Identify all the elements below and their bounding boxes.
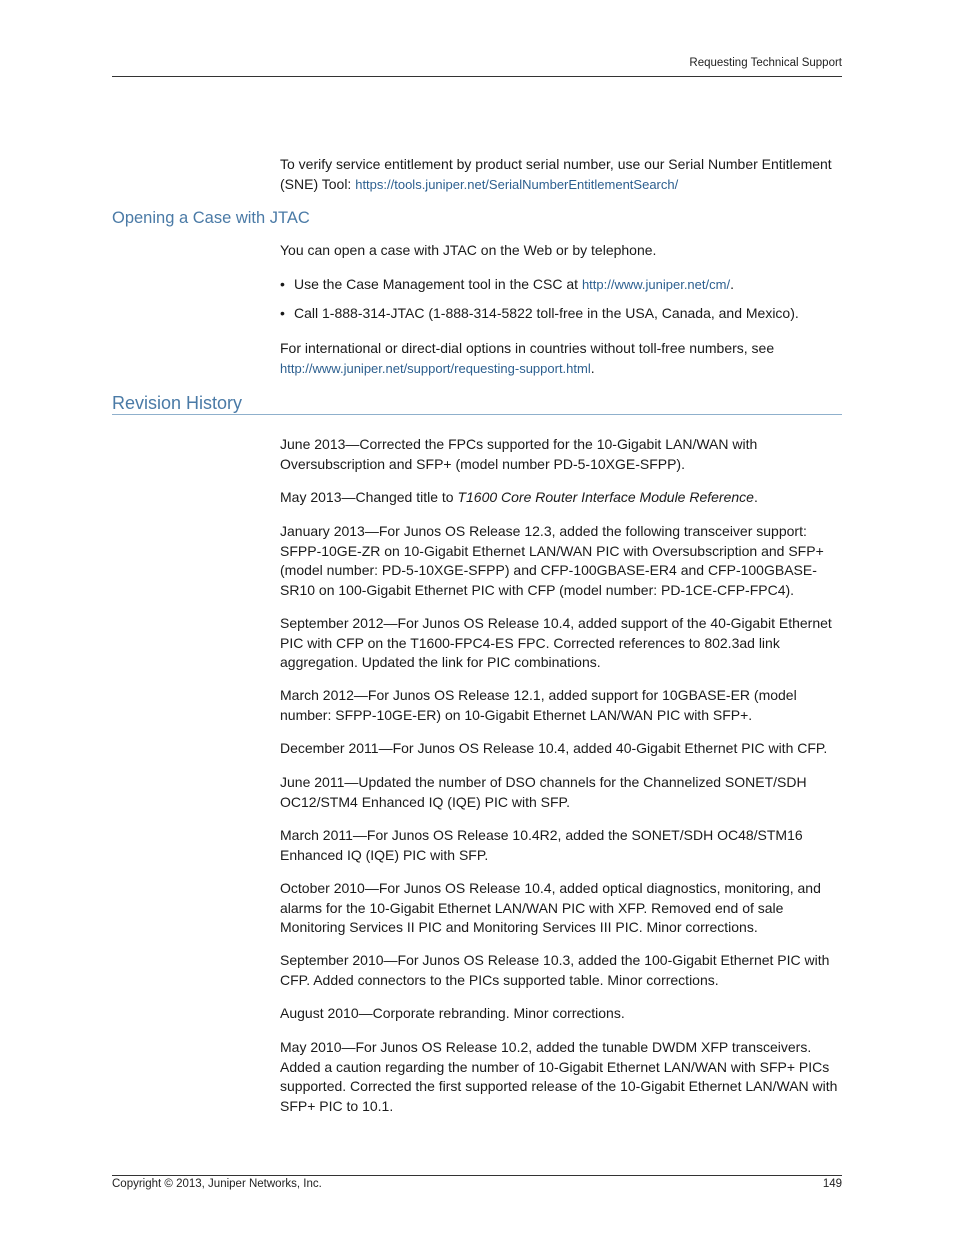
revision-entry: May 2013—Changed title to T1600 Core Router Interface Module Reference. [280,489,758,505]
opening-case-heading: Opening a Case with JTAC [112,209,310,227]
support-link[interactable]: http://www.juniper.net/support/requesting-support.html [280,360,591,376]
revision-entry: September 2010—For Junos OS Release 10.3, added the 100-Gigabit Ethernet PIC with CFP. Added connectors to the PICs supported table. Minor corrections. [280,952,830,988]
case-management-link[interactable]: http://www.juniper.net/cm/ [581,277,731,292]
document-title: T1600 Core Router Interface Module Reference [457,489,754,505]
international-paragraph: For international or direct-dial options in countries without toll-free numbers, see http://www.juniper.net/support/requesting-support.html. [280,340,775,376]
bullet-text: Use the Case Management tool in the CSC at http://www.juniper.net/cm/. [294,276,734,292]
revision-entry: June 2011—Updated the number of DSO channels for the Channelized SONET/SDH OC12/STM4 Enhanced IQ (IQE) PIC with SFP. [280,774,807,810]
revision-entry: March 2011—For Junos OS Release 10.4R2, added the SONET/SDH OC48/STM16 Enhanced IQ (IQE) PIC with SFP. [280,827,803,863]
opening-case-intro: You can open a case with JTAC on the Web or by telephone. [280,242,657,258]
revision-entry: August 2010—Corporate rebranding. Minor corrections. [280,1005,625,1021]
revision-entry: May 2010—For Junos OS Release 10.2, added the tunable DWDM XFP transceivers. Added a caution regarding the number of 10-Gigabit Ethernet LAN/WAN with SFP+ PICs supported. Corrected the first supported release of the 10-Gigabit Ethernet LAN/WAN with SFP+ PIC to 10.1. [280,1039,838,1114]
revision-entry: January 2013—For Junos OS Release 12.3, added the following transceiver support: SFPP-10GE-ZR on 10-Gigabit Ethernet LAN/WAN PIC with Oversubscription and SFP+ (model number: PD-5-10XGE-SFPP) and CFP-100GBASE-ER4 and CFP-100GBASE-SR10 on 100-Gigabit Ethernet PIC with CFP (model number: PD-1CE-CFP-FPC4). [280,523,824,598]
revision-entry: October 2010—For Junos OS Release 10.4, added optical diagnostics, monitoring, and alarms for the 10-Gigabit Ethernet LAN/WAN PIC with XFP. Removed end of sale Monitoring Services II PIC and Monitoring Services III PIC. Minor corrections. [280,880,821,936]
header-section-title: Requesting Technical Support [689,57,842,69]
revision-entry: December 2011—For Junos OS Release 10.4, added 40-Gigabit Ethernet PIC with CFP. [280,740,828,756]
revision-history-heading: Revision History [112,393,243,413]
revision-entry: June 2013—Corrected the FPCs supported for the 10-Gigabit LAN/WAN with Oversubscription and SFP+ (model number PD-5-10XGE-SFPP). [280,436,758,472]
bullet-text: Call 1-888-314-JTAC (1-888-314-5822 toll-free in the USA, Canada, and Mexico). [294,305,799,321]
footer-divider [112,1175,842,1176]
header-divider [112,76,842,77]
bullet-dot: • [280,305,285,321]
bullet-dot: • [280,276,285,292]
sne-link[interactable]: https://tools.juniper.net/SerialNumberEntitlementSearch/ [355,176,679,192]
revision-entry: March 2012—For Junos OS Release 12.1, added support for 10GBASE-ER (model number: SFPP-10GE-ER) on 10-Gigabit Ethernet LAN/WAN PIC with SFP+. [280,687,797,723]
sne-text: To verify service entitlement by product serial number, use our Serial Number Entitlement (SNE) Tool: [280,156,832,192]
sne-paragraph [280,155,842,194]
page-number: 149 [822,1178,842,1190]
revision-entry: September 2012—For Junos OS Release 10.4, added support of the 40-Gigabit Ethernet PIC with CFP on the T1600-FPC4-ES FPC. Corrected references to 802.3ad link aggregation. Updated the link for PIC combinations. [280,615,832,671]
revision-history-divider [112,414,842,415]
copyright-text: Copyright © 2013, Juniper Networks, Inc. [112,1178,322,1190]
